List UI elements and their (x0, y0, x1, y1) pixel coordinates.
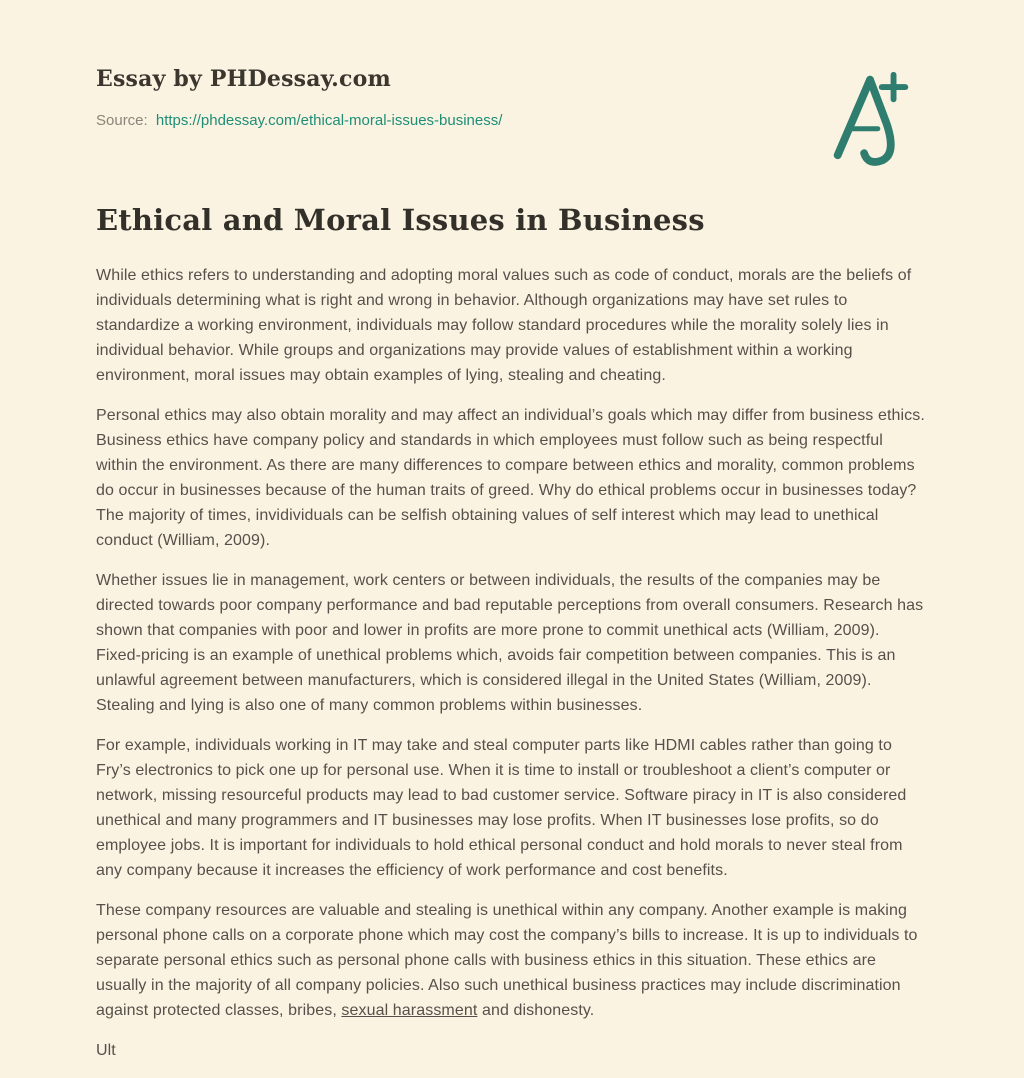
sexual-harassment-link[interactable]: sexual harassment (341, 1002, 478, 1019)
source-row (96, 112, 928, 129)
paragraph-5 (96, 898, 928, 1023)
article-title: Ethical and Moral Issues in Business (96, 203, 705, 237)
paragraph-5-text-before: These company resources are valuable and stealing is unethical within any company. Another example is making personal phone calls on a corporate phone which may cost the company’s bills to increase. It is up to individuals to separate personal ethics such as personal phone calls with business ethics in this situation. These ethics are usually in the majority of all company policies. Also such unethical business practices may include discrimination against protected classes, bribes, (96, 902, 918, 1019)
essay-byline: Essay by PHDessay.com (96, 66, 391, 92)
paragraph-3: Whether issues lie in management, work centers or between individuals, the results of the companies may be directed towards poor company performance and bad reputable perceptions from overall consumers. Research has shown that companies with poor and lower in profits are more prone to commit unethical acts (William, 2009). Fixed-pricing is an example of unethical problems which, avoids fair competition between companies. This is an unlawful agreement between manufacturers, which is considered illegal in the United States (William, 2009). Stealing and lying is also one of many common problems within businesses. (96, 572, 924, 714)
article-body (96, 263, 928, 1063)
paragraph-6-truncated: Ult (96, 1042, 116, 1059)
paragraph-1: While ethics refers to understanding and adopting moral values such as code of conduct, morals are the beliefs of individuals determining what is right and wrong in behavior. Although organizations may have set rules to standardize a working environment, individuals may follow standard procedures while the morality solely lies in individual behavior. While groups and organizations may provide values of establishment within a working environment, moral issues may obtain examples of lying, stealing and cheating. (96, 267, 912, 384)
paragraph-4: For example, individuals working in IT may take and steal computer parts like HDMI cables rather than going to Fry’s electronics to pick one up for personal use. When it is time to install or troubleshoot a client’s computer or network, missing resourceful products may lead to bad customer service. Software piracy in IT is also considered unethical and many programmers and IT businesses may lose profits. When IT businesses lose profits, so do employee jobs. It is important for individuals to hold ethical personal conduct and hold morals to never steal from any company because it increases the efficiency of work performance and cost benefits. (96, 737, 907, 879)
essay-content (96, 0, 928, 1078)
paragraph-5-text-after: and dishonesty. (477, 1002, 595, 1019)
paragraph-2: Personal ethics may also obtain morality and may affect an individual’s goals which may differ from business ethics. Business ethics have company policy and standards in which employees must follow such as being respectful within the environment. As there are many differences to compare between ethics and morality, common problems do occur in businesses because of the human traits of greed. Why do ethical problems occur in businesses today? The majority of times, invidividuals can be selfish obtaining values of self interest which may lead to unethical conduct (William, 2009). (96, 407, 925, 549)
source-label: Source: (96, 112, 148, 129)
source-url-link[interactable]: https://phdessay.com/ethical-moral-issues-business/ (155, 112, 503, 129)
